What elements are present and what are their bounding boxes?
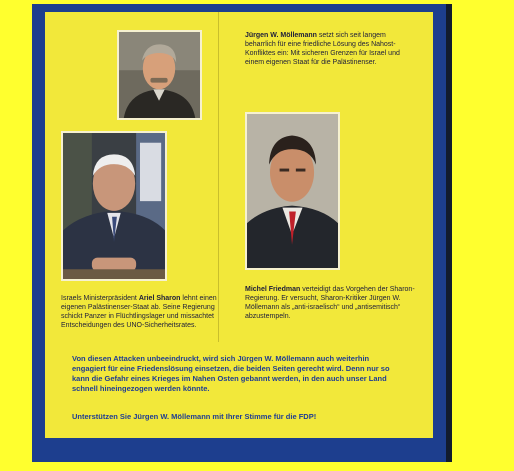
- portrait-moellemann: [117, 30, 202, 120]
- sharon-name: Ariel Sharon: [138, 295, 181, 302]
- page-fold-line: [218, 12, 219, 342]
- portrait-friedman: [245, 112, 340, 270]
- call-to-action: Unterstützen Sie Jürgen W. Möllemann mit Ihrer Stimme für die FDP!: [72, 412, 317, 421]
- moellemann-name: Jürgen W. Möllemann: [245, 32, 317, 39]
- flyer-edge: [446, 4, 452, 462]
- moellemann-text: setzt sich seit langem beharrlich für eine friedliche Lösung des Nahost-Konfliktes ein: Mit sicheren Grenzen für Israel und einem eigenen Staat für die Palästinenser.: [245, 32, 400, 66]
- friedman-caption: [245, 285, 415, 321]
- friedman-text: verteidigt das Vorgehen der Sharon-Regierung. Er versucht, Sharon-Kritiker Jürgen W. Möllemann als „anti-israelisch“ und „antisemitisch“ abzustempeln.: [245, 286, 415, 320]
- sharon-text: lehnt einen eigenen Palästinenser-Staat ab. Seine Regierung schickt Panzer in Flüchtlingslager und missachtet Entscheidungen des UNO-Sicherheitsrates.: [61, 295, 217, 329]
- sharon-caption: [61, 294, 219, 330]
- appeal-paragraph: Von diesen Attacken unbeeindruckt, wird sich Jürgen W. Möllemann auch weiterhin engagiert für eine Friedenslösung einsetzen, die beiden Seiten gerecht wird. Denn nur so kann die Gefahr eines Krieges im Nahen Osten gebannt werden, in den auch unser Land schnell hineingezogen werden könnte.: [72, 354, 390, 393]
- sharon-prefix: Israels Ministerpräsident: [61, 295, 137, 302]
- portrait-sharon: [61, 131, 167, 281]
- moellemann-caption: [245, 31, 415, 67]
- friedman-name: Michel Friedman: [245, 286, 301, 293]
